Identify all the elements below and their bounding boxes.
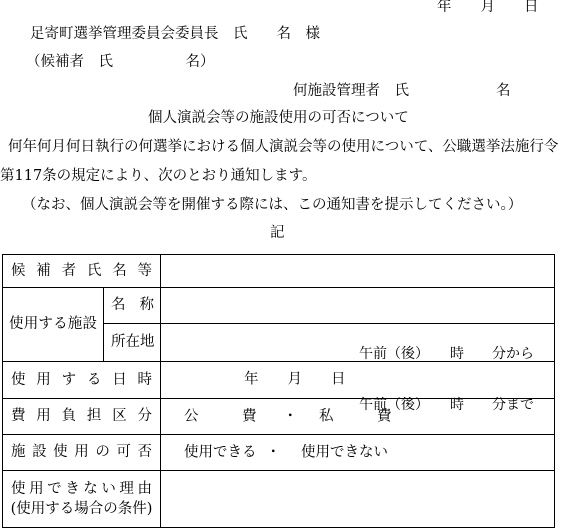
label-char: 可 [116, 444, 131, 460]
facility-name-label-cell [104, 288, 161, 324]
label-char: 担 [86, 408, 102, 424]
availability-separator: ・ [266, 444, 281, 460]
cost-option-public: 公 費 [184, 408, 257, 424]
facility-name-label [104, 298, 160, 313]
cost-value-cell [161, 399, 555, 435]
label-char: 使 [53, 444, 68, 460]
datetime-value-cell [161, 346, 555, 413]
label-char: 費 [11, 408, 26, 424]
label-char: き [65, 481, 80, 497]
label-char: 時 [137, 371, 152, 388]
usage-start-time: 午前（後） 時 分から [359, 346, 534, 362]
label-char: 由 [137, 481, 152, 497]
notice-table [2, 254, 555, 528]
document-title: 個人演説会等の施設使用の可否について [148, 110, 409, 126]
label-char: 設 [32, 444, 47, 460]
label-char: 用 [29, 481, 44, 497]
label-char: す [38, 316, 53, 332]
label-char: 所 [111, 334, 126, 350]
row-cost-burden [3, 399, 555, 435]
label-char: 区 [112, 408, 127, 424]
facility-label-cell [3, 288, 104, 362]
reason-value-cell [161, 471, 555, 528]
body-paragraph-line-1: 何年何月何日執行の何選挙における個人演説会等の使用について、公職選挙法施行令 [8, 139, 559, 155]
label-char: 用 [74, 444, 89, 460]
body-note-line: （なお、個人演説会等を開催する際には、この通知書を提示してください。） [22, 197, 523, 213]
sender-line: 何施設管理者 氏 名 [293, 83, 511, 99]
availability-option-yes: 使用できる [184, 444, 257, 460]
label-char: 負 [61, 408, 77, 424]
label-char: の [95, 444, 110, 460]
ki-heading: 記 [270, 225, 285, 241]
body-paragraph-line-2: 第117条の規定により、次のとおり通知します。 [0, 168, 317, 184]
candidate-name-value-cell [161, 255, 555, 288]
label-char: 施 [11, 444, 26, 460]
label-char: 使 [11, 371, 26, 388]
cost-separator: ・ [283, 408, 298, 424]
facility-address-label [104, 335, 160, 350]
label-char: 名 [111, 297, 126, 313]
availability-option-no: 使用できない [301, 444, 388, 460]
label-char: い [101, 481, 116, 497]
reason-label-line-2: (使用する場合の条件) [10, 501, 153, 517]
label-char: 用 [36, 371, 51, 388]
availability-label-cell [3, 435, 161, 471]
label-char: 用 [23, 316, 39, 332]
reason-label-line-1 [3, 479, 160, 499]
cost-option-private: 私 費 [319, 408, 392, 424]
row-usage-datetime [3, 362, 555, 399]
label-char: る [86, 371, 102, 388]
datetime-label [3, 373, 160, 388]
availability-label [3, 445, 160, 460]
reason-label-cell [3, 471, 161, 528]
label-char: で [47, 481, 62, 497]
candidate-name-label [3, 264, 160, 279]
label-char: な [83, 481, 98, 497]
candidate-line: （候補者 氏 名） [26, 54, 215, 70]
label-char: 用 [36, 408, 51, 424]
label-char: す [61, 371, 77, 388]
addressee: 足寄町選挙管理委員会委員長 氏 名 様 [30, 26, 320, 42]
label-char: 地 [140, 334, 155, 350]
label-char: 者 [61, 262, 77, 279]
label-char: 使 [9, 316, 24, 332]
label-char: 否 [137, 444, 152, 460]
label-char: 称 [139, 297, 154, 313]
usage-end-time: 午前（後） 時 分まで [359, 397, 534, 413]
label-char: 在 [125, 334, 140, 350]
issue-date: 年 月 日 [437, 0, 539, 15]
facility-label [3, 317, 103, 332]
row-availability [3, 435, 555, 471]
label-char: 使 [11, 481, 26, 497]
label-char: 補 [36, 262, 51, 279]
facility-address-label-cell [104, 324, 161, 362]
label-char: 設 [82, 316, 97, 332]
label-char: 理 [119, 481, 134, 497]
cost-label [3, 409, 160, 424]
label-char: 分 [137, 408, 152, 424]
cost-label-cell [3, 399, 161, 435]
datetime-label-cell [3, 362, 161, 399]
label-char: 候 [11, 262, 26, 279]
label-char: 施 [67, 316, 83, 332]
row-reason [3, 471, 555, 528]
row-candidate-name [3, 255, 555, 288]
label-char: 氏 [86, 262, 102, 279]
label-char: 日 [112, 371, 127, 388]
usage-date: 年 月 日 [244, 371, 346, 388]
availability-value-cell [161, 435, 555, 471]
label-char: 等 [137, 262, 152, 279]
candidate-name-label-cell [3, 255, 161, 288]
label-char: 名 [112, 262, 127, 279]
label-char: る [53, 316, 68, 332]
